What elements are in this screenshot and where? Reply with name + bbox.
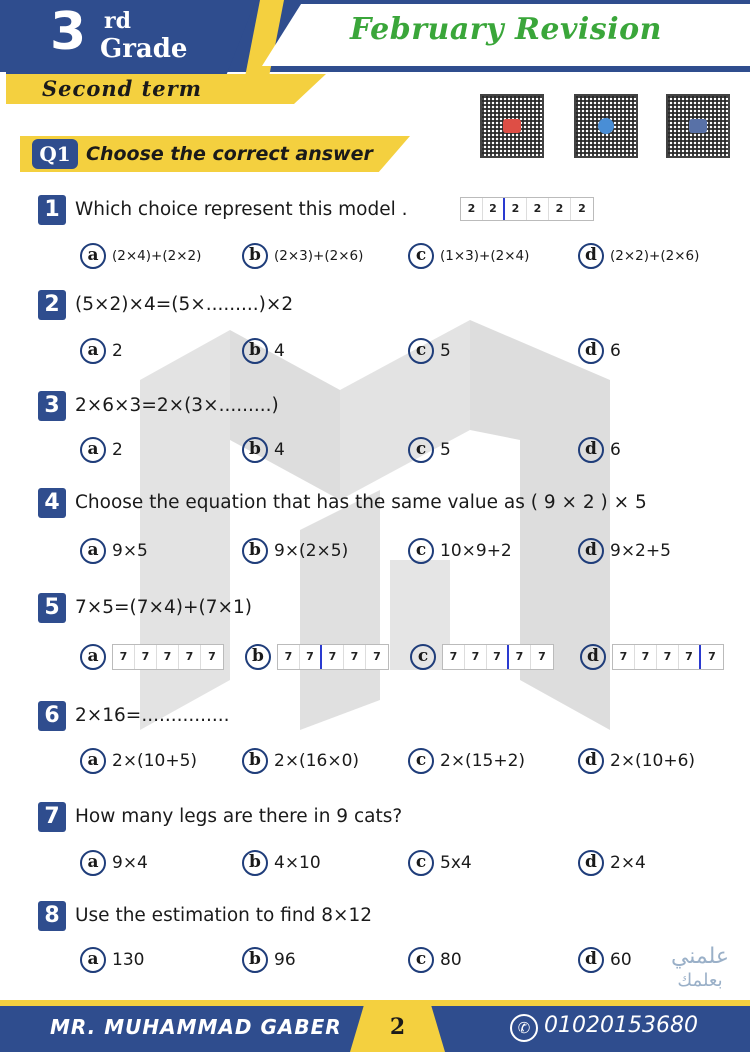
question-3-text: 2×6×3=2×(3×.........) [75,395,279,416]
option-text: 2×4 [610,853,646,873]
q7-option-a[interactable] [80,850,148,876]
model-cell: 2 [505,198,527,220]
option-letter: a [80,338,106,364]
model-cell: 7 [443,645,465,669]
option-text: 2×(10+5) [112,751,198,771]
model-cell: 7 [679,645,701,669]
option-text: 10×9+2 [440,541,512,561]
q3-option-c[interactable] [408,437,451,463]
option-text: 2×(10+6) [610,751,696,771]
telegram-icon [598,118,614,134]
question-6-number: 6 [38,701,66,731]
model-cell: 7 [208,650,216,663]
option-letter: c [408,947,434,973]
question-8-number: 8 [38,901,66,931]
option-letter: c [410,644,436,670]
question-7-text: How many legs are there in 9 cats? [75,806,403,827]
option-text: 2 [112,440,123,460]
page-number: 2 [389,1014,406,1040]
q1-option-a[interactable] [80,243,201,269]
question-1-text: Which choice represent this model . [75,199,408,220]
q8-option-c[interactable] [408,947,462,973]
option-letter: b [242,947,268,973]
option-text: (2×2)+(2×6) [610,248,700,264]
option-letter: a [80,538,106,564]
model-cell: 7 [613,645,635,669]
option-letter: c [408,850,434,876]
option-letter: d [578,850,604,876]
side-logo [660,945,740,995]
grade-number: 3 [50,2,87,62]
model-cell: 2 [483,198,505,220]
q6-option-c[interactable] [408,748,525,774]
qr-code-youtube[interactable] [480,94,544,158]
option-text: 130 [112,950,145,970]
option-text: (2×3)+(2×6) [274,248,364,264]
option-text: 5 [440,341,451,361]
option-text: 6 [610,440,621,460]
option-text: 9×2+5 [610,541,671,561]
option-letter: a [80,850,106,876]
option-letter: a [80,243,106,269]
option-text: (2×4)+(2×2) [112,248,202,264]
option-letter: b [242,338,268,364]
q6-option-b[interactable] [242,748,359,774]
option-letter: d [578,338,604,364]
question-6-text: 2×16=............... [75,705,230,726]
model-cell: 7 [322,645,344,669]
option-letter: d [578,437,604,463]
model-cell: 2 [461,198,483,220]
q5-option-c[interactable] [410,644,554,670]
option-letter: d [578,748,604,774]
grade-word: Grade [100,34,188,64]
option-text: 6 [610,341,621,361]
model-cell: 7 [708,650,716,663]
footer-teacher-name: MR. MUHAMMAD GABER [50,1015,342,1039]
model-cell: 7 [657,645,679,669]
option-model [442,644,554,670]
model-cell: 7 [278,645,300,669]
section-title: Choose the correct answer [86,143,373,165]
option-text: 96 [274,950,296,970]
q5-option-a[interactable] [80,644,224,670]
question-5-number: 5 [38,593,66,623]
model-cell: 7 [300,645,322,669]
qr-code-facebook[interactable] [666,94,730,158]
option-text: 5 [440,440,451,460]
option-text: 9×4 [112,853,148,873]
model-cell: 7 [509,645,531,669]
q7-option-b[interactable] [242,850,321,876]
question-2-text: (5×2)×4=(5×.........)×2 [75,294,294,315]
model-cell: 7 [179,645,201,669]
phone-icon: ✆ [510,1014,538,1042]
model-cell: 7 [538,650,546,663]
question-3-number: 3 [38,391,66,421]
q6-option-a[interactable] [80,748,197,774]
option-text: 5x4 [440,853,472,873]
option-text: (1×3)+(2×4) [440,248,530,264]
q1-option-c[interactable] [408,243,529,269]
option-model [277,644,389,670]
option-letter: c [408,748,434,774]
option-letter: d [578,947,604,973]
q6-option-d[interactable] [578,748,695,774]
question-8-text: Use the estimation to find 8×12 [75,905,373,926]
facebook-icon [689,119,707,133]
option-letter: b [242,243,268,269]
option-letter: a [80,947,106,973]
option-letter: c [408,538,434,564]
option-letter: c [408,243,434,269]
q8-option-d[interactable] [578,947,632,973]
question-1-number: 1 [38,195,66,225]
option-text: 2×(16×0) [274,751,360,771]
option-text: 2×(15+2) [440,751,526,771]
model-cell: 7 [635,645,657,669]
model-cell: 7 [487,645,509,669]
model-cell: 7 [373,650,381,663]
option-letter: a [80,748,106,774]
side-logo-line1: علمني [670,944,730,969]
question-1-model [460,197,594,221]
model-cell: 2 [549,198,571,220]
option-letter: b [242,850,268,876]
option-text: 2 [112,341,123,361]
q3-option-a[interactable] [80,437,123,463]
option-letter: c [408,437,434,463]
option-letter: d [578,538,604,564]
q2-option-d[interactable] [578,338,621,364]
q2-option-a[interactable] [80,338,123,364]
option-letter: a [80,644,106,670]
model-cell: 7 [135,645,157,669]
option-letter: b [242,437,268,463]
option-text: 80 [440,950,462,970]
q7-option-c[interactable] [408,850,472,876]
question-2-number: 2 [38,290,66,320]
q4-option-b[interactable] [242,538,348,564]
option-letter: a [80,437,106,463]
grade-suffix: rd [104,8,131,34]
q8-option-b[interactable] [242,947,296,973]
option-model [112,644,224,670]
section-badge: Q1 [32,139,78,169]
q3-option-d[interactable] [578,437,621,463]
option-model [612,644,724,670]
model-cell: 7 [344,645,366,669]
option-letter: c [408,338,434,364]
qr-code-telegram[interactable] [574,94,638,158]
term-label: Second term [42,76,202,101]
q4-option-c[interactable] [408,538,512,564]
option-letter: b [242,538,268,564]
side-logo-line2: بعلمك [677,970,723,991]
model-cell: 2 [578,202,586,215]
question-7-number: 7 [38,802,66,832]
option-letter: d [578,243,604,269]
youtube-icon [503,119,521,133]
question-5-text: 7×5=(7×4)+(7×1) [75,597,252,618]
q2-option-b[interactable] [242,338,285,364]
q5-option-b[interactable] [245,644,389,670]
option-text: 60 [610,950,632,970]
footer-phone[interactable]: 01020153680 [544,1013,698,1038]
model-cell: 2 [527,198,549,220]
question-4-number: 4 [38,488,66,518]
option-letter: b [245,644,271,670]
q3-option-b[interactable] [242,437,285,463]
question-4-text: Choose the equation that has the same value as ( 9 × 2 ) × 5 [75,492,647,513]
option-letter: d [580,644,606,670]
option-text: 4×10 [274,853,321,873]
q4-option-a[interactable] [80,538,148,564]
q2-option-c[interactable] [408,338,451,364]
option-letter: b [242,748,268,774]
q1-option-b[interactable] [242,243,363,269]
model-cell: 7 [157,645,179,669]
q4-option-d[interactable] [578,538,671,564]
option-text: 9×(2×5) [274,541,349,561]
model-cell: 7 [465,645,487,669]
option-text: 4 [274,341,285,361]
q1-option-d[interactable] [578,243,699,269]
q7-option-d[interactable] [578,850,646,876]
option-text: 4 [274,440,285,460]
q5-option-d[interactable] [580,644,724,670]
q8-option-a[interactable] [80,947,144,973]
page-title: February Revision [350,12,662,47]
model-cell: 7 [113,645,135,669]
option-text: 9×5 [112,541,148,561]
